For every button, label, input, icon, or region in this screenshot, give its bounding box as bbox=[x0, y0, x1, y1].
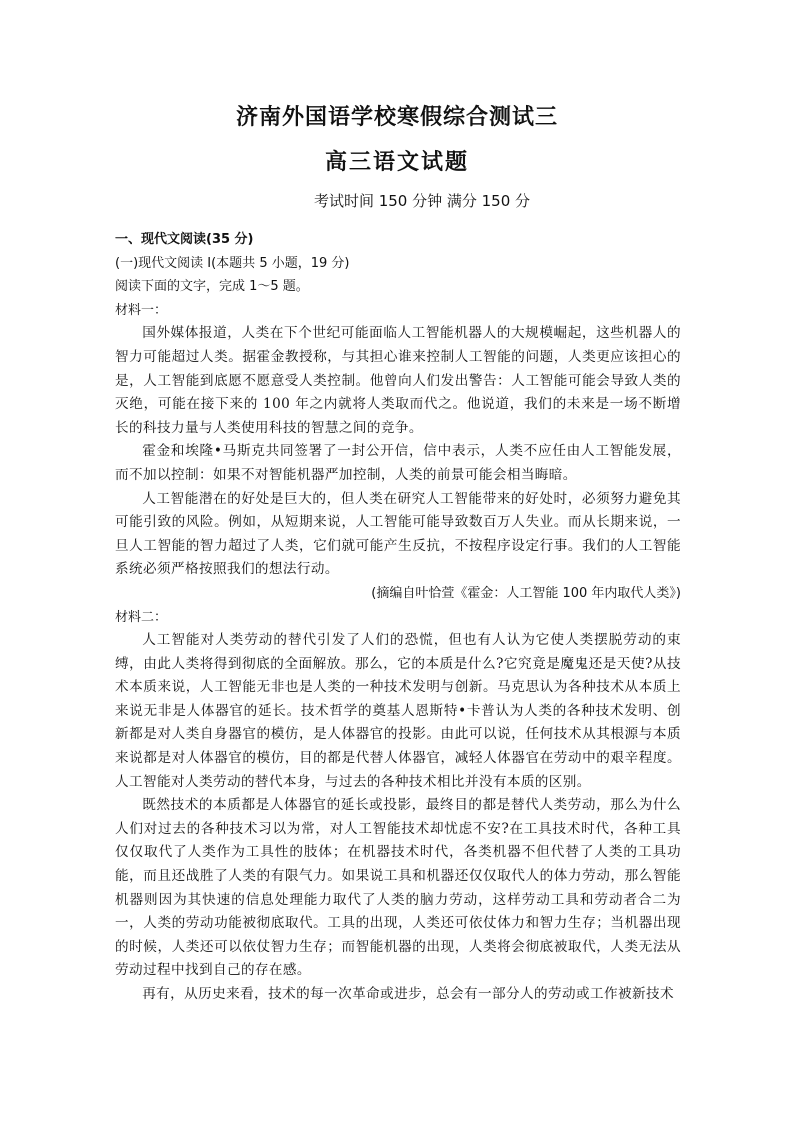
material-2-paragraph: 再有，从历史来看，技术的每一次革命或进步，总会有一部分人的劳动或工作被新技术 bbox=[142, 986, 674, 1002]
exam-info: 考试时间 150 分钟 满分 150 分 bbox=[313, 192, 531, 210]
material-1-paragraph: 国外媒体报道，人类在下个世纪可能面临人工智能机器人的大规模崛起，这些机器人的智力可能超过人类。据霍金教授称，与其担心谁来控制人工智能的问题，人类更应该担心的是，人工智能到底愿不愿意受人类控制。他曾向人们发出警告：人工智能可能会导致人类的灭绝，可能在接下来的 100 年之内就将人类取而代之。他说道，我们的未来是一场不断增长的科技力量与人类使用科技的智慧之间的竞争。 bbox=[115, 325, 681, 436]
material-2-paragraph: 人工智能对人类劳动的替代引发了人们的恐慌，但也有人认为它使人类摆脱劳动的束缚，由此人类将得到彻底的全面解放。那么，它的本质是什么?它究竟是魔鬼还是天使?从技术本质来说，人工智能无非也是人类的一种技术发明与创新。马克思认为各种技术从本质上来说无非是人体器官的延长。技术哲学的奠基人恩斯特•卡普认为人类的各种技术发明、创新都是对人类自身器官的模仿，是人体器官的投影。由此可以说，任何技术从其根源与本质来说都是对人体器官的模仿，目的都是代替人体器官，减轻人体器官在劳动中的艰辛程度。人工智能对人类劳动的替代本身，与过去的各种技术相比并没有本质的区别。 bbox=[115, 632, 681, 790]
material-1-paragraph: 霍金和埃隆•马斯克共同签署了一封公开信，信中表示，人类不应任由人工智能发展，而不加以控制：如果不对智能机器严加控制，人类的前景可能会相当晦暗。 bbox=[115, 443, 681, 483]
section-heading: 一、现代文阅读(35 分) bbox=[115, 232, 254, 247]
reading-instruction: 阅读下面的文字，完成 1～5 题。 bbox=[115, 279, 309, 295]
material-2-label: 材料二： bbox=[115, 609, 168, 625]
school-title: 济南外国语学校寒假综合测试三 bbox=[235, 105, 558, 130]
material-1-label: 材料一： bbox=[115, 302, 168, 318]
paper-title: 高三语文试题 bbox=[324, 150, 469, 175]
material-2-paragraph: 既然技术的本质都是人体器官的延长或投影，最终目的都是替代人类劳动，那么为什么人们对过去的各种技术习以为常，对人工智能技术却忧虑不安?在工具技术时代，各种工具仅仅取代了人类作为工具性的肢体；在机器技术时代，各类机器不但代替了人类的工具功能，而且还战胜了人类的有限气力。如果说工具和机器还仅仅取代人的体力劳动，那么智能机器则因为其快速的信息处理能力取代了人类的脑力劳动，这样劳动工具和劳动者合二为一，人类的劳动功能被彻底取代。工具的出现，人类还可依仗体力和智力生存；当机器出现的时候，人类还可以依仗智力生存；而智能机器的出现，人类将会彻底被取代，人类无法从劳动过程中找到自己的存在感。 bbox=[115, 797, 681, 979]
material-1-source: (摘编自叶恰萱《霍金：人工智能 100 年内取代人类》) bbox=[371, 585, 681, 601]
document-body bbox=[115, 228, 681, 1007]
section-subheading: (一)现代文阅读 I(本题共 5 小题，19 分) bbox=[115, 255, 350, 271]
material-1-paragraph: 人工智能潜在的好处是巨大的，但人类在研究人工智能带来的好处时，必须努力避免其可能引致的风险。例如，从短期来说，人工智能可能导致数百万人失业。而从长期来说，一旦人工智能的智力超过了人类，它们就可能产生反抗，不按程序设定行事。我们的人工智能系统必须严格按照我们的想法行动。 bbox=[115, 490, 681, 578]
